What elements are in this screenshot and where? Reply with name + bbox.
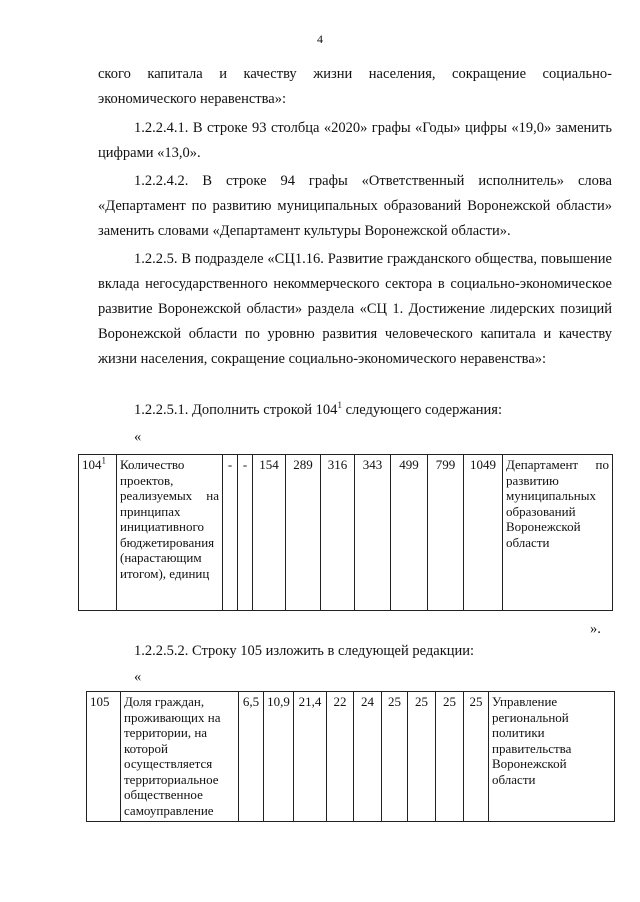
page-number: 4 <box>317 32 323 46</box>
indicator-name-cell: Доля граждан, проживающих на территории, на которой осуществляется территориальное общественное самоуправление <box>121 692 239 822</box>
value-cell: 6,5 <box>239 692 264 822</box>
value-cell: 1049 <box>464 455 503 611</box>
table-row-104 <box>78 454 613 611</box>
value-cell: 25 <box>408 692 436 822</box>
paragraph-1-2-2-5-2: 1.2.2.5.2. Строку 105 изложить в следующей редакции: <box>134 643 475 659</box>
value-cell: 499 <box>391 455 428 611</box>
paragraph-1-2-2-5-1: 1.2.2.5.1. Дополнить строкой $104^1$ следующего содержания: <box>134 400 503 418</box>
value-cell: 21,4 <box>294 692 327 822</box>
open-quote-1: « <box>134 429 142 445</box>
value-cell: 25 <box>436 692 464 822</box>
value-cell: - <box>223 455 238 611</box>
row-number-cell: $104^1$ <box>79 455 117 611</box>
paragraph-1-2-2-4-1: 1.2.2.4.1. В строке 93 столбца «2020» графы «Годы» цифры «19,0» заменить цифрами «13,0». <box>98 120 612 161</box>
value-cell: - <box>238 455 253 611</box>
value-cell: 25 <box>464 692 489 822</box>
value-cell: 154 <box>253 455 286 611</box>
row-number-cell: 105 <box>87 692 121 822</box>
executor-cell: Управление региональной политики правительства Воронежской области <box>489 692 615 822</box>
table-row-105 <box>86 691 615 822</box>
value-cell: 343 <box>355 455 391 611</box>
value-cell: 799 <box>428 455 464 611</box>
executor-cell: Департамент по развитию муниципальных образований Воронежской области <box>503 455 613 611</box>
value-cell: 25 <box>382 692 408 822</box>
value-cell: 10,9 <box>264 692 294 822</box>
indicator-name-cell: Количество проектов, реализуемых на принципах инициативного бюджетирования (нарастающим итогом), единиц <box>117 455 223 611</box>
value-cell: 22 <box>327 692 354 822</box>
paragraph-continuation: ского капитала и качеству жизни населения, сокращение социально-экономического неравенства»: <box>98 66 612 107</box>
value-cell: 289 <box>286 455 321 611</box>
paragraph-1-2-2-5: 1.2.2.5. В подразделе «СЦ1.16. Развитие гражданского общества, повышение вклада негосударственного некоммерческого сектора в социально-экономическое развитие Воронежской области» раздела «СЦ 1. Достижение лидерских позиций Воронежской области по уровню развития человеческого капитала и качеству жизни населения, сокращение социально-экономического неравенства»: <box>98 251 612 367</box>
close-quote-1: ». <box>590 621 601 637</box>
open-quote-2: « <box>134 669 142 685</box>
value-cell: 316 <box>321 455 355 611</box>
value-cell: 24 <box>354 692 382 822</box>
superscript: 1 <box>337 400 342 411</box>
paragraph-1-2-2-4-2: 1.2.2.4.2. В строке 94 графы «Ответственный исполнитель» слова «Департамент по развитию муниципальных образований Воронежской области» заменить словами «Департамент культуры Воронежской области». <box>98 173 612 239</box>
